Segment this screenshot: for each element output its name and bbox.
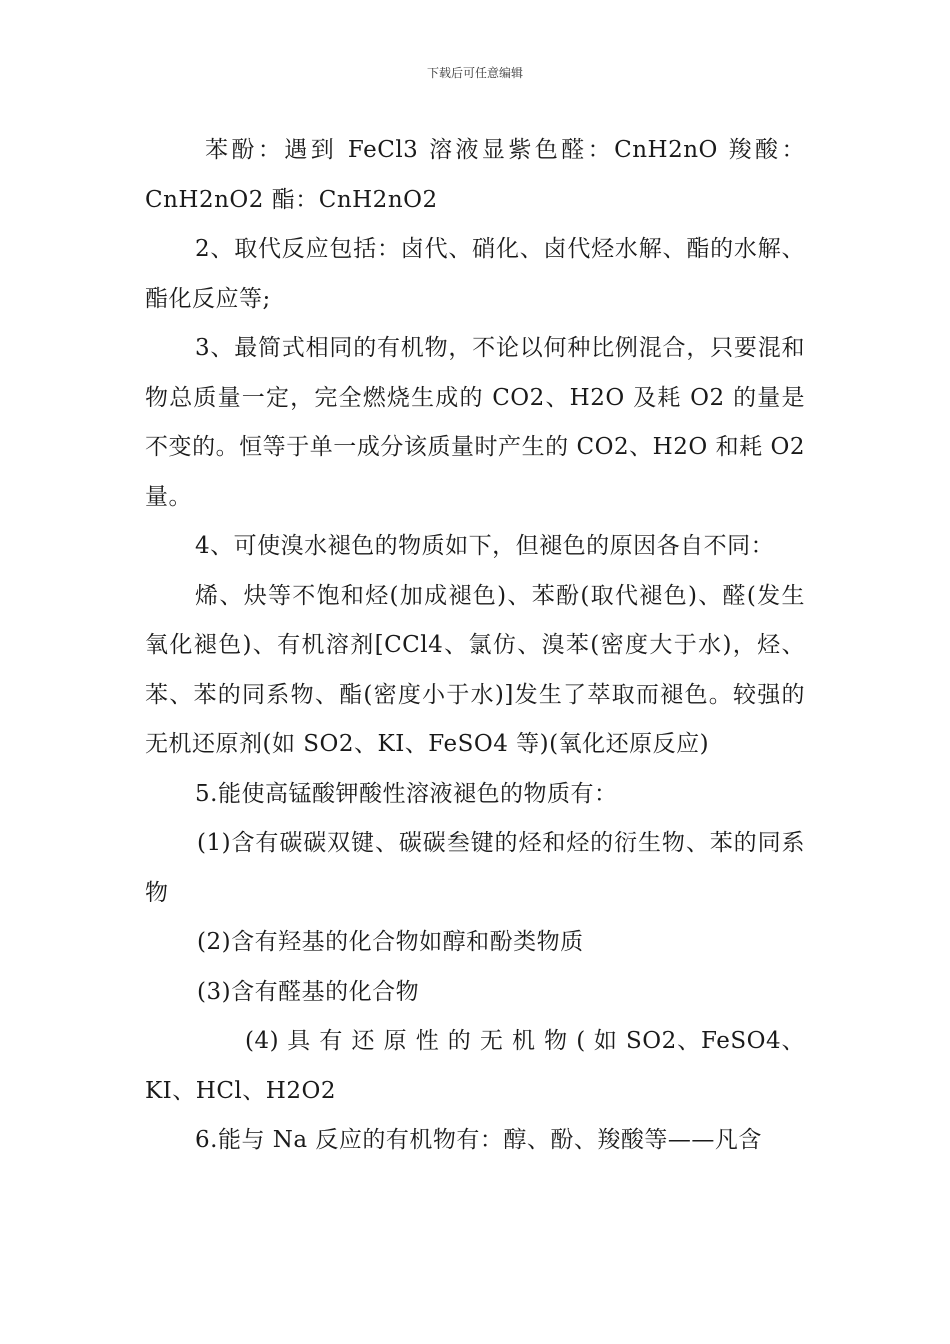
page-header-note: 下载后可任意编辑 bbox=[426, 66, 523, 80]
list-item: (1)含有碳碳双键、碳碳叁键的烃和烃的衍生物、苯的同系物 bbox=[145, 830, 805, 906]
list-item: (3)含有醛基的化合物 bbox=[197, 978, 420, 1005]
paragraph-bromine-water-list: 烯、炔等不饱和烃(加成褪色)、苯酚(取代褪色)、醛(发生氧化褪色)、有机溶剂[CCl4、氯仿、溴苯(密度大于水)，烃、苯、苯的同系物、酯(密度小于水)]发生了萃取而褪色。较强的无机还原剂(如 SO2、KI、FeSO4 等)(氧化还原反应) bbox=[145, 582, 805, 757]
list-item: (2)含有羟基的化合物如醇和酚类物质 bbox=[197, 929, 584, 955]
paragraph-sodium-reaction: 6.能与 Na 反应的有机物有：醇、酚、羧酸等——凡含 bbox=[195, 1127, 762, 1153]
paragraph-substitution: 2、取代反应包括：卤代、硝化、卤代烃水解、酯的水解、酯化反应等; bbox=[145, 236, 805, 312]
document-body bbox=[145, 126, 805, 1166]
list-item: (4) 具 有 还 原 性 的 无 机 物 ( 如 SO2、FeSO4、KI、HCl、H2O2 bbox=[145, 1028, 805, 1104]
paragraph-bromine-water-title: 4、可使溴水褪色的物质如下，但褪色的原因各自不同： bbox=[195, 533, 775, 559]
paragraph-empirical-formula: 3、最简式相同的有机物，不论以何种比例混合，只要混和物总质量一定，完全燃烧生成的 CO2、H2O 及耗 O2 的量是不变的。恒等于单一成分该质量时产生的 CO2、H2O 和耗 O2 量。 bbox=[145, 335, 805, 510]
paragraph-permanganate-title: 5.能使高锰酸钾酸性溶液褪色的物质有： bbox=[195, 780, 618, 807]
paragraph-phenol-aldehyde: 苯酚：遇到 FeCl3 溶液显紫色醛：CnH2nO 羧酸：CnH2nO2 酯：CnH2nO2 bbox=[145, 137, 805, 213]
